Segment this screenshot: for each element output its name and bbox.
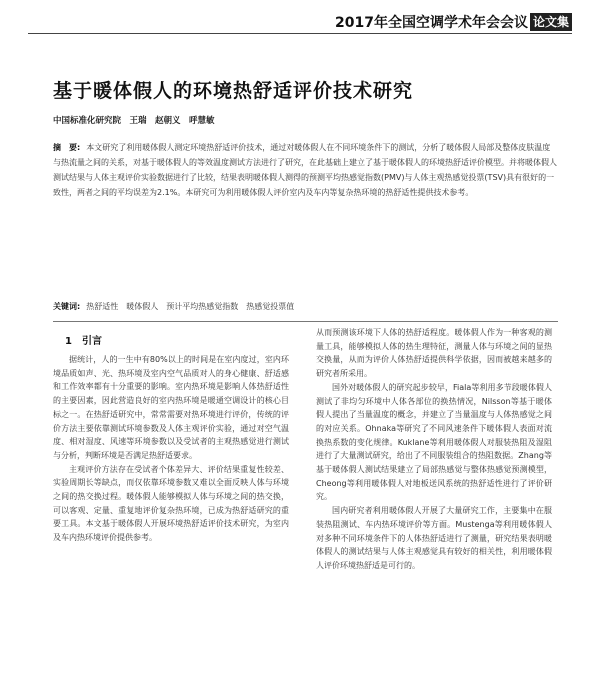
paper-authors: 中国标准化研究院 王瑞 赵朝义 呼慧敏: [53, 116, 215, 126]
abstract: [53, 140, 558, 200]
section-heading: [65, 335, 289, 349]
section-divider: [53, 321, 558, 322]
right-column: [316, 326, 552, 573]
paragraph: 主观评价方法存在受试者个体差异大、评价结果重复性较差、实验周期长等缺点，而仅依靠环境参数又难以全面反映人体与环境之间的热交换过程。暖体假人能够模拟人体与环境之间的热交换，可以客观、定量、重复地评价复杂热环境，已成为热舒适研究的重要工具。本文基于暖体假人开展环境热舒适评价技术研究，为室内及车内热环境评价提供参考。: [53, 464, 289, 543]
header-rule: [28, 33, 572, 34]
keywords: [53, 299, 558, 314]
paragraph: 国内研究者利用暖体假人开展了大量研究工作，主要集中在服装热阻测试、车内热环境评价等方面。Mustenga等利用暖体假人对多种不同环境条件下的人体热舒适进行了测量，研究结果表明暖体假人的测试结果与人体主观感觉具有较好的相关性，利用暖体假人评价环境热舒适是可行的。: [316, 506, 552, 570]
proceedings-tag: 论文集: [530, 13, 572, 31]
abstract-label: 摘 要:: [53, 143, 81, 152]
conference-name: 2017年全国空调学术年会会议: [335, 15, 528, 31]
paragraph: 从而预测该环境下人体的热舒适程度。暖体假人作为一种客观的测量工具，能够模拟人体的热生理特征，测量人体与环境之间的显热交换量，从而为评价人体热舒适提供科学依据，因而被越来越多的研究者所采用。: [316, 328, 552, 379]
section-number: 1: [65, 336, 72, 347]
keywords-text: 热舒适性 暖体假人 预计平均热感觉指数 热感觉投票值: [86, 302, 295, 311]
keywords-label: 关键词:: [53, 302, 81, 311]
paragraph: 据统计，人的一生中有80%以上的时间是在室内度过，室内环境品质如声、光、热环境及室内空气品质对人的身心健康、舒适感和工作效率都有十分重要的影响。室内热环境是影响人体热舒适性的主要因素，因此营造良好的室内热环境是暖通空调设计的核心目标之一。在热舒适研究中，常常需要对热环境进行评价，传统的评价方法主要依靠测试环境参数及人体主观评价实验，通过对空气温度、相对湿度、风速等环境参数以及受试者的主观热感觉进行测试与分析，判断环境是否满足热舒适要求。: [53, 355, 289, 460]
left-column: [53, 335, 289, 545]
paragraph: 国外对暖体假人的研究起步较早，Fiala等利用多节段暖体假人测试了非均匀环境中人体各部位的换热情况，Nilsson等基于暖体假人提出了当量温度的概念，并建立了当量温度与人体热感觉之间的对应关系。Ohnaka等研究了不同风速条件下暖体假人表面对流换热系数的变化规律。Kuklane等利用暖体假人对服装热阻及湿阻进行了大量测试研究，给出了不同服装组合的热阻数据。Zhang等基于暖体假人测试结果建立了局部热感觉与整体热感觉预测模型，Cheong等利用暖体假人对地板送风系统的热舒适性进行了评价研究。: [316, 382, 552, 502]
abstract-text: 本文研究了利用暖体假人测定环境热舒适评价技术，通过对暖体假人在不同环境条件下的测试，分析了暖体假人局部及整体皮肤温度与热流量之间的关系，对基于暖体假人的等效温度测试方法进行了研究，在此基础上建立了基于暖体假人的环境热舒适评价模型。并将暖体假人测试结果与人体主观评价实验数据进行了比较，结果表明暖体假人测得的预测平均热感觉指数(PMV)与人体主观热感觉投票(TSV)具有很好的一致性，两者之间的平均误差为2.1%。本研究可为利用暖体假人评价室内及车内等复杂热环境的热舒适性提供技术参考。: [53, 143, 557, 197]
running-header: [335, 12, 572, 32]
paper-title: 基于暖体假人的环境热舒适评价技术研究: [53, 80, 414, 102]
section-title: 引言: [81, 336, 102, 347]
